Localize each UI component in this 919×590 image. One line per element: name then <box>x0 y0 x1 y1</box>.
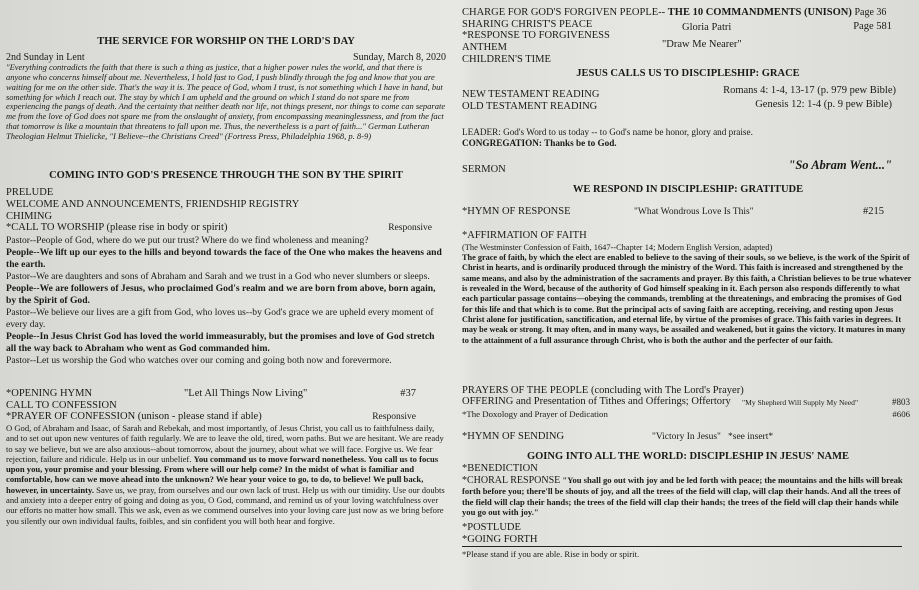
leader-line: LEADER: God's Word to us today -- to God's name be honor, glory and praise. <box>462 127 753 137</box>
confession-text <box>6 423 446 526</box>
hymn-sending-title: "Victory In Jesus" <box>652 432 721 442</box>
call-to-worship <box>6 222 446 234</box>
hymn-sending-row <box>462 431 914 443</box>
chiming: CHIMING <box>6 211 53 222</box>
hymn-response-number: #215 <box>863 206 884 217</box>
going-forth: *GOING FORTH <box>462 534 538 545</box>
heading-coming-presence: COMING INTO GOD'S PRESENCE THROUGH THE SON BY THE SPIRIT <box>49 170 403 181</box>
responsive-label: Responsive <box>388 223 432 233</box>
welcome-announcements: WELCOME AND ANNOUNCEMENTS, FRIENDSHIP REGISTRY <box>6 199 300 210</box>
prayer-confession-label: *PRAYER OF CONFESSION (unison - please stand if able) <box>6 411 262 422</box>
opening-hymn <box>6 388 446 400</box>
litany-line: People--In Jesus Christ God has loved the world immeasurably, but the promises and love of God stretch all the way back to Abraham who went as God commanded him. <box>6 331 435 354</box>
sermon-row <box>462 158 914 176</box>
service-title: THE SERVICE FOR WORSHIP ON THE LORD'S DAY <box>97 36 355 47</box>
childrens-time: CHILDREN'S TIME <box>462 54 551 65</box>
ot-reference: Genesis 12: 1-4 (p. 9 pew Bible) <box>755 99 892 110</box>
choral-response-label: *CHORAL RESPONSE <box>462 475 561 486</box>
choral-response-text: "You shall go out with joy and be led forth with peace; the mountains and the hills will break forth before you; there'll be shouts of joy, and all the trees of the field will clap, will clap their hands. And all the trees of the field will clap their hands; the trees of the field will clap their hands; the trees of the field will clap their hands while you go out with joy." <box>462 475 903 517</box>
nt-reference: Romans 4: 1-4, 13-17 (p. 979 pew Bible) <box>723 85 896 96</box>
nt-reading: NEW TESTAMENT READING <box>462 89 600 100</box>
sharing-peace: SHARING CHRIST'S PEACE <box>462 19 593 30</box>
ot-reading: OLD TESTAMENT READING <box>462 101 598 112</box>
doxology-number: #606 <box>892 409 910 419</box>
confession-part-1: O God, of Abraham and Isaac, of Sarah and Rebekah, and most importantly, of Jesus Christ, you call us to faithfulness daily, and to set out upon new ventures of faith regularly. We are to leave the old, tired, worn paths. But we are hesitant. We are ready to say we believe, but we are also anxious--about tomorrow, about the journey, about what we will face. Forgive us. We fear rejection, failure and ridicule. Help us in our unbelief. <box>6 423 444 464</box>
ten-commandments: THE 10 COMMANDMENTS (UNISON) <box>667 7 852 18</box>
prayer-of-confession <box>6 411 446 423</box>
doxology-row <box>462 408 914 420</box>
postlude: *POSTLUDE <box>462 522 521 533</box>
offertory-title: "My Shepherd Will Supply My Need" <box>742 398 859 407</box>
doxology: *The Doxology and Prayer of Dedication <box>462 409 608 419</box>
gloria-page: Page 581 <box>853 21 892 32</box>
congregation-line: CONGREGATION: Thanks be to God. <box>462 138 617 148</box>
footnote: *Please stand if you are able. Rise in body or spirit. <box>462 549 640 559</box>
service-date: Sunday, March 8, 2020 <box>353 52 446 63</box>
ot-reading-row <box>462 101 914 113</box>
call-to-confession: CALL TO CONFESSION <box>6 400 117 411</box>
heading-jesus-calls: JESUS CALLS US TO DISCIPLESHIP: GRACE <box>576 68 800 79</box>
offertory-number: #803 <box>892 397 910 407</box>
offering: OFFERING and Presentation of Tithes and Offerings; Offertory <box>462 396 731 407</box>
choral-response <box>462 475 914 517</box>
anthem: ANTHEM <box>462 42 507 53</box>
benediction: *BENEDICTION <box>462 463 538 474</box>
affirmation-text: The grace of faith, by which the elect are enabled to believe to the saving of their souls, so we believe, is the work of the Spirit of Christ in hearts, and is ordinarily produced through the ministry of the Word. This faith is increased and strengthened by the same means, and also by the administration of the sacraments and prayer. By this faith, a Christian believes to be true whatever is revealed in the Word, because of the authority of God himself speaking in it. Each person also responds differently to what each particular passage contains—obeying the commands, trembling at the threatenings, and embracing the promises of God for this life and that which is to come. But the principal acts of saving faith are accepting, receiving, and resting upon Jesus Christ alone for justification, sanctification, and eternal life, by virtue of the promises of grace. This faith varies in degrees. It may be weak or strong. It may often, and in many ways, be assailed and weakened, but it gains the victory. It matures in many to the attainment of a full assurance through Christ, who is both the author and the perfecter of our faith. <box>462 253 912 345</box>
opening-quote: "Everything contradicts the faith that there is such a thing as justice, that a higher power rules the world, and that there is anyone who concerns himself about me. Nevertheless, I hold fast to God, I push blindly through the fog and know that you are waiting for me on the other side. That's the way it is. The peace of God, whom I trust, is not something which I have in hand, but something for which I reach out. The stay by which I am upheld and the ground on which I stand do not spare me from experiencing the pangs of death. And the certainty that neither death nor life, not things present, nor things to come can separate me from the love of God does not spare me from the onslaught of anxiety, from encompassing meaninglessness, and from the fact that tomorrow is like a mountain that threatens to fall upon me. Thus, the nevertheless is a part of faith..." German Lutheran Theologian Helmut Thielicke, "I Believe--the Christians Creed" (Fortress Press, Philadelphia 1968, p. 8-9) <box>6 62 446 141</box>
litany-line: Pastor--People of God, where do we put our trust? Where do we find wholeness and meaning? <box>6 235 369 246</box>
litany-line: People--We lift up our eyes to the hills and beyond towards the face of the One who makes the heavens and the earth. <box>6 247 442 270</box>
charge-label: CHARGE FOR GOD'S FORGIVEN PEOPLE-- <box>462 7 666 18</box>
call-to-worship-label: *CALL TO WORSHIP (please rise in body or spirit) <box>6 222 228 233</box>
litany-line: Pastor--We are daughters and sons of Abraham and Sarah and we trust in a God who never slumbers or sleeps. <box>6 271 430 282</box>
litany-line: People--We are followers of Jesus, who proclaimed God's realm and we are born from above, born again, by the Spirit of God. <box>6 283 436 306</box>
opening-hymn-label: *OPENING HYMN <box>6 388 93 399</box>
prayers-of-the-people: PRAYERS OF THE PEOPLE (concluding with The Lord's Prayer) <box>462 385 744 396</box>
anthem-row <box>462 39 914 54</box>
confession-part-2: You command us to move forward nonetheless. You call us to focus upon you, your promise and your blessing. From where will our help come? In the midst of what is familiar and comfortable, how can we move ahead into the unknown? We hear your voice to go, to do, to believe! We pull back, however, in uncertainty. <box>6 453 439 495</box>
sermon-title: "So Abram Went..." <box>788 158 892 172</box>
call-to-worship-lines <box>6 235 446 367</box>
anthem-title: "Draw Me Nearer" <box>662 39 742 50</box>
hymn-sending-note: *see insert* <box>728 432 774 442</box>
confession-part-3: Save us, we pray, from ourselves and our own lack of trust. Help us with our timidity. Use our doubts and anxiety into a deeper entry of going and doing as you, O God, command, and remind us of your loving watchfulness over our efforts no matter how small. This we ask, even as we commend ourselves into your loving care just now as we bring before you silently our own individual faults, foibles, and sin confident you will both hear and forgive. <box>6 484 445 526</box>
affirmation-of-faith: *AFFIRMATION OF FAITH <box>462 230 587 241</box>
charge-page: Page 36 <box>854 7 887 18</box>
charge-forgiven-people <box>462 7 914 19</box>
prelude: PRELUDE <box>6 187 54 198</box>
gloria-patri: Gloria Patri <box>682 22 732 33</box>
heading-going-into-world: GOING INTO ALL THE WORLD: DISCIPLESHIP IN JESUS' NAME <box>526 451 850 462</box>
hymn-response-row <box>462 206 914 218</box>
litany-line: Pastor--Let us worship the God who watches over our coming and going both now and forevermore. <box>6 355 392 366</box>
affirmation-source: (The Westminster Confession of Faith, 1647--Chapter 14; Modern English Version, adapted) <box>462 243 773 252</box>
responsive-label-2: Responsive <box>372 412 416 422</box>
opening-hymn-number: #37 <box>400 388 416 399</box>
sermon: SERMON <box>462 164 506 175</box>
footnote-rule <box>462 546 902 547</box>
hymn-of-sending: *HYMN OF SENDING <box>462 431 565 442</box>
opening-hymn-title: "Let All Things Now Living" <box>184 388 308 399</box>
offering-row <box>462 396 914 408</box>
hymn-of-response: *HYMN OF RESPONSE <box>462 206 571 217</box>
litany-line: Pastor--We believe our lives are a gift from God, who loves us--by God's grace we are upheld every moment of every day. <box>6 307 434 330</box>
response-forgiveness: *RESPONSE TO FORGIVENESS <box>462 30 610 41</box>
heading-we-respond: WE RESPOND IN DISCIPLESHIP: GRATITUDE <box>572 184 804 195</box>
hymn-response-title: "What Wondrous Love Is This" <box>634 207 754 217</box>
sunday-label-text: 2nd Sunday in Lent <box>6 52 85 63</box>
